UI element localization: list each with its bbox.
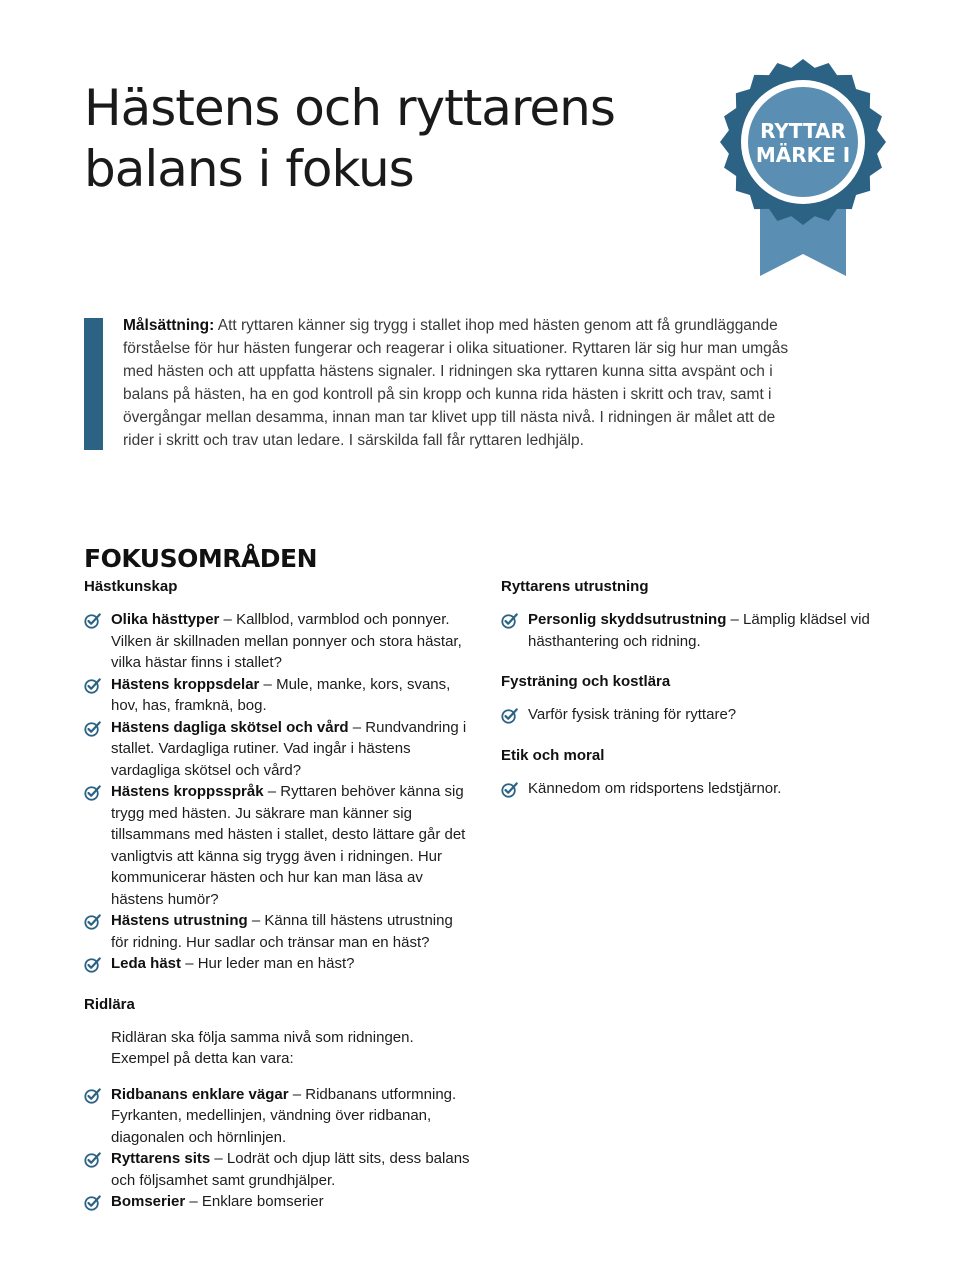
ryttar-marke-badge <box>718 58 888 280</box>
check-icon <box>84 913 101 930</box>
title-line-2: balans i fokus <box>84 140 414 198</box>
goal-section <box>84 314 814 450</box>
list-item <box>501 609 891 652</box>
check-icon <box>84 784 101 801</box>
list-item <box>84 1191 474 1213</box>
list-item <box>84 717 474 782</box>
check-icon <box>84 1087 101 1104</box>
section-title: Fysträning och kostlära <box>501 673 671 690</box>
item-title: Hästens kroppsspråk <box>111 783 264 800</box>
title-line-1: Hästens och ryttarens <box>84 79 615 137</box>
list-item <box>501 778 891 800</box>
goal-text <box>123 314 808 452</box>
focus-areas-heading: FOKUSOMRÅDEN <box>84 544 318 573</box>
item-title: Personlig skyddsutrustning <box>528 611 727 628</box>
check-icon <box>501 707 518 724</box>
section <box>501 577 891 652</box>
section-title: Hästkunskap <box>84 578 178 595</box>
section-title: Etik och moral <box>501 746 605 764</box>
item-text: – Enklare bomserier <box>185 1193 324 1210</box>
section <box>84 995 474 1213</box>
left-column <box>84 577 474 1233</box>
check-icon <box>84 612 101 629</box>
item-text: – Ridbanans utformning. Fyrkanten, medellinjen, vändning över ridbanan, diagonalen och hörnlinjen. <box>111 1085 457 1146</box>
goal-body: Att ryttaren känner sig trygg i stallet ihop med hästen genom att få grundläggande förståelse för hur hästen fungerar och reagerar i olika situationer. Ryttaren lär sig hur man umgås med hästen och att uppfatta hästens signaler. I ridningen ska ryttaren kunna sitta avspänt och i balans på hästen, ha en god kontroll på sin kropp och kunna rida hästen i skritt och trav, samt i övergångar mellan desamma, innan man tar klivet upp till nästa nivå. I ridningen är målet att de rider i skritt och trav utan ledare. I särskilda fall får ryttaren ledhjälp. <box>123 317 789 449</box>
item-title: Bomserier <box>111 1193 186 1210</box>
section <box>501 746 891 800</box>
goal-accent-bar <box>84 318 103 450</box>
list-item <box>501 704 891 726</box>
list-item <box>84 910 474 953</box>
item-text: – Lämplig klädsel vid hästhantering och ridning. <box>528 611 870 650</box>
item-text: – Hur leder man en häst? <box>181 955 355 972</box>
list-item <box>84 1084 474 1149</box>
badge-text-line-2: MÄRKE I <box>755 143 851 167</box>
check-icon <box>501 781 518 798</box>
item-text: Varför fysisk träning för ryttare? <box>528 706 737 723</box>
section-title: Ryttarens utrustning <box>501 578 649 595</box>
item-title: Hästens kroppsdelar <box>111 675 260 693</box>
checklist <box>84 1084 474 1213</box>
item-title: Ridbanans enklare vägar <box>111 1085 289 1103</box>
check-icon <box>84 956 101 973</box>
item-text: – Känna till hästens utrustning för ridning. Hur sadlar och tränsar man en häst? <box>111 912 453 951</box>
check-icon <box>84 1194 101 1211</box>
item-title: Hästens utrustning <box>111 912 248 929</box>
check-icon <box>84 1151 101 1168</box>
list-item <box>84 1148 474 1191</box>
page-title <box>84 78 684 200</box>
section-title: Ridlära <box>84 995 135 1013</box>
item-text: – Ryttaren behöver känna sig trygg med hästen. Ju säkrare man känner sig tillsammans med hästen i stallet, desto lättare går det vanligtvis att känna sig trygg även i ridningen. Hur kommunicerar hästen och hur kan man läsa av hästens humör? <box>111 783 466 908</box>
item-text: – Rundvandring i stallet. Vardagliga rutiner. Vad ingår i hästens vardagliga skötsel och vård? <box>111 718 467 779</box>
check-icon <box>84 720 101 737</box>
item-title: Hästens dagliga skötsel och vård <box>111 718 349 736</box>
section <box>84 577 474 975</box>
item-text: – Lodrät och djup lätt sits, dess balans och följsamhet samt grundhjälper. <box>111 1150 470 1189</box>
item-text: Kännedom om ridsportens ledstjärnor. <box>528 779 782 797</box>
item-title: Olika hästtyper <box>111 611 220 628</box>
list-item <box>84 781 474 910</box>
goal-label: Målsättning: <box>123 317 215 334</box>
checklist <box>501 704 891 726</box>
section-intro: Ridläran ska följa samma nivå som ridningen. Exempel på detta kan vara: <box>111 1028 414 1067</box>
badge-text-line-1: RYTTAR <box>760 119 846 143</box>
item-text: – Kallblod, varmblod och ponnyer. Vilken är skillnaden mellan ponnyer och stora hästar, vilka hästar finns i stallet? <box>111 611 462 671</box>
list-item <box>84 953 474 975</box>
checklist <box>501 778 891 800</box>
item-text: – Mule, manke, kors, svans, hov, has, framknä, bog. <box>111 675 451 714</box>
check-icon <box>501 612 518 629</box>
right-column <box>501 577 891 819</box>
section <box>501 672 891 726</box>
check-icon <box>84 677 101 694</box>
checklist <box>84 609 474 975</box>
list-item <box>84 674 474 717</box>
list-item <box>84 609 474 674</box>
item-title: Ryttarens sits <box>111 1150 211 1167</box>
checklist <box>501 609 891 652</box>
item-title: Leda häst <box>111 955 182 972</box>
